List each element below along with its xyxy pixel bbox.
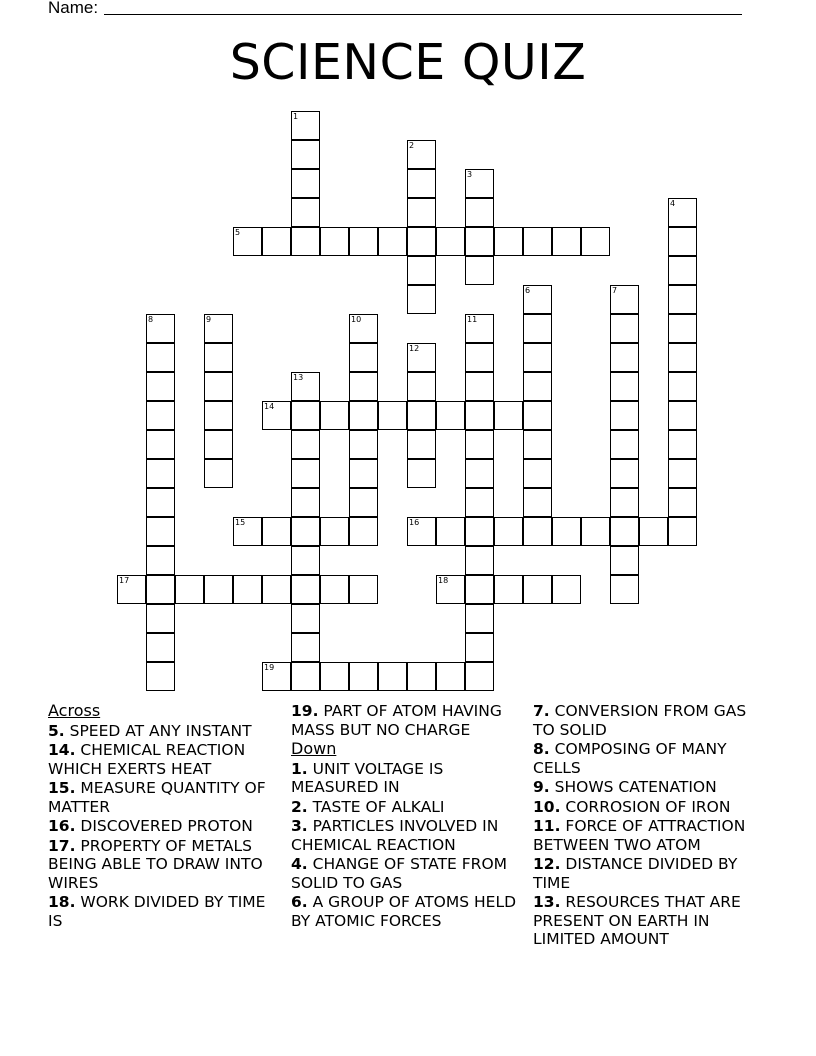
down-heading: Down [291,739,337,758]
crossword-cell[interactable] [291,633,320,662]
crossword-cell[interactable] [204,430,233,459]
crossword-cell[interactable] [262,517,291,546]
clue-number: 17 [119,576,130,585]
crossword-cell[interactable] [349,662,378,691]
clue-number: 15 [235,518,246,527]
crossword-cell[interactable] [465,401,494,430]
clue-number: 10 [351,315,362,324]
clue-number: 1 [293,112,299,121]
crossword-cell[interactable] [668,256,697,285]
clue-number: 13 [293,373,304,382]
name-field[interactable] [104,14,742,15]
clue-down-10: 10. CORROSION OF IRON [533,797,731,816]
crossword-cell[interactable] [465,575,494,604]
crossword-cell[interactable] [465,372,494,401]
crossword-cell[interactable] [610,372,639,401]
crossword-cell[interactable] [668,517,697,546]
clue-number: 5 [235,228,241,237]
crossword-cell[interactable] [146,459,175,488]
clue-column-3 [533,702,769,950]
crossword-cell[interactable] [436,662,465,691]
crossword-cell[interactable] [668,343,697,372]
page-title: SCIENCE QUIZ [229,34,587,91]
crossword-cell[interactable] [146,488,175,517]
crossword-cell[interactable] [349,488,378,517]
crossword-cell[interactable] [407,401,436,430]
clue-down-3: 3. PARTICLES INVOLVED IN CHEMICAL REACTION [291,817,499,854]
crossword-cell[interactable] [465,343,494,372]
crossword-cell[interactable] [465,517,494,546]
crossword-cell[interactable] [523,372,552,401]
clue-number: 11 [467,315,478,324]
crossword-cell[interactable] [349,401,378,430]
crossword-cell[interactable] [523,343,552,372]
crossword-cell[interactable] [581,517,610,546]
crossword-cell[interactable] [407,372,436,401]
crossword-cell[interactable] [523,459,552,488]
clue-across-18: 18. WORK DIVIDED BY TIME IS [48,893,266,930]
crossword-cell[interactable] [465,633,494,662]
crossword-cell[interactable] [552,227,581,256]
crossword-cell[interactable] [146,372,175,401]
crossword-cell[interactable] [465,488,494,517]
crossword-cell[interactable] [610,517,639,546]
crossword-cell[interactable] [349,575,378,604]
crossword-cell[interactable] [291,546,320,575]
clue-number: 4 [670,199,676,208]
crossword-cell[interactable] [552,517,581,546]
crossword-cell[interactable] [175,575,204,604]
crossword-cell[interactable] [523,575,552,604]
crossword-cell[interactable] [465,430,494,459]
crossword-cell[interactable] [407,662,436,691]
crossword-cell[interactable] [610,575,639,604]
clue-down-13: 13. RESOURCES THAT ARE PRESENT ON EARTH IN LIMITED AMOUNT [533,893,741,948]
crossword-cell[interactable] [610,401,639,430]
crossword-cell[interactable] [465,198,494,227]
crossword-cell[interactable] [407,285,436,314]
crossword-cell[interactable] [320,662,349,691]
crossword-cell[interactable] [639,517,668,546]
crossword-cell[interactable] [610,430,639,459]
clue-down-2: 2. TASTE OF ALKALI [291,797,445,816]
crossword-cell[interactable] [146,662,175,691]
crossword-cell[interactable] [407,227,436,256]
clue-number: 18 [438,576,449,585]
crossword-cell[interactable] [407,198,436,227]
crossword-cell[interactable] [262,575,291,604]
crossword-cell[interactable] [668,227,697,256]
crossword-cell[interactable] [291,575,320,604]
crossword-cell[interactable] [465,604,494,633]
crossword-cell[interactable] [291,430,320,459]
crossword-cell[interactable] [378,401,407,430]
clue-down-12: 12. DISTANCE DIVIDED BY TIME [533,855,738,892]
crossword-cell[interactable] [349,227,378,256]
crossword-cell[interactable] [291,604,320,633]
crossword-cell[interactable] [407,430,436,459]
clue-down-6: 6. A GROUP OF ATOMS HELD BY ATOMIC FORCES [291,893,517,930]
clue-down-8: 8. COMPOSING OF MANY CELLS [533,740,727,777]
crossword-cell[interactable] [465,662,494,691]
crossword-cell[interactable] [610,546,639,575]
clue-number: 19 [264,663,275,672]
clue-down-4: 4. CHANGE OF STATE FROM SOLID TO GAS [291,855,508,892]
crossword-cell[interactable] [291,198,320,227]
clue-across-16: 16. DISCOVERED PROTON [48,817,253,835]
crossword-cell[interactable] [668,488,697,517]
crossword-cell[interactable] [494,401,523,430]
across-heading: Across [48,701,101,720]
crossword-cell[interactable] [494,227,523,256]
crossword-cell[interactable] [146,517,175,546]
crossword-cell[interactable] [436,517,465,546]
clue-down-7: 7. CONVERSION FROM GAS TO SOLID [533,702,747,739]
crossword-cell[interactable] [523,488,552,517]
crossword-cell[interactable] [436,227,465,256]
clue-across-19: 19. PART OF ATOM HAVING MASS BUT NO CHARGE [291,702,502,739]
crossword-cell[interactable] [610,314,639,343]
crossword-cell[interactable] [436,401,465,430]
crossword-cell[interactable] [146,575,175,604]
crossword-cell[interactable] [291,169,320,198]
crossword-cell[interactable] [204,372,233,401]
crossword-cell[interactable] [204,401,233,430]
crossword-cell[interactable] [320,401,349,430]
clue-number: 16 [409,518,420,527]
crossword-cell[interactable] [523,401,552,430]
clue-number: 8 [148,315,154,324]
crossword-cell[interactable] [146,546,175,575]
crossword-cell[interactable] [465,459,494,488]
crossword-cell[interactable] [378,227,407,256]
crossword-cell[interactable] [146,343,175,372]
clue-number: 9 [206,315,212,324]
clue-column-2 [291,702,527,931]
crossword-cell[interactable] [146,430,175,459]
crossword-cell[interactable] [552,575,581,604]
crossword-cell[interactable] [610,488,639,517]
crossword-cell[interactable] [146,633,175,662]
clue-column-1 [48,702,284,931]
crossword-cell[interactable] [668,372,697,401]
clue-number: 2 [409,141,415,150]
clue-number: 7 [612,286,618,295]
clue-down-11: 11. FORCE OF ATTRACTION BETWEEN TWO ATOM [533,817,746,854]
crossword-cell[interactable] [349,372,378,401]
crossword-cell[interactable] [349,459,378,488]
crossword-cell[interactable] [610,459,639,488]
crossword-cell[interactable] [349,343,378,372]
crossword-cell[interactable] [291,662,320,691]
crossword-cell[interactable] [291,488,320,517]
crossword-cell[interactable] [668,285,697,314]
clue-across-17: 17. PROPERTY OF METALS BEING ABLE TO DRAW INTO WIRES [48,836,263,892]
crossword-cell[interactable] [349,517,378,546]
crossword-cell[interactable] [349,430,378,459]
crossword-cell[interactable] [291,517,320,546]
crossword-cell[interactable] [668,401,697,430]
crossword-cell[interactable] [204,575,233,604]
crossword-cell[interactable] [465,227,494,256]
crossword-cell[interactable] [378,662,407,691]
clue-down-9: 9. SHOWS CATENATION [533,778,717,796]
crossword-cell[interactable] [146,604,175,633]
name-label: Name: [48,0,99,17]
crossword-cell[interactable] [320,517,349,546]
crossword-cell[interactable] [523,430,552,459]
clue-across-14: 14. CHEMICAL REACTION WHICH EXERTS HEAT [48,741,246,778]
clue-down-1: 1. UNIT VOLTAGE IS MEASURED IN [291,759,444,796]
crossword-cell[interactable] [581,227,610,256]
crossword-cell[interactable] [494,517,523,546]
crossword-cell[interactable] [523,314,552,343]
clue-across-15: 15. MEASURE QUANTITY OF MATTER [48,779,266,816]
crossword-cell[interactable] [233,575,262,604]
crossword-cell[interactable] [291,459,320,488]
crossword-cell[interactable] [494,575,523,604]
crossword-cell[interactable] [465,546,494,575]
clue-across-5: 5. SPEED AT ANY INSTANT [48,721,252,740]
clue-number: 3 [467,170,473,179]
crossword-cell[interactable] [262,227,291,256]
crossword-cell[interactable] [465,256,494,285]
crossword-cell[interactable] [407,256,436,285]
crossword-cell[interactable] [291,401,320,430]
crossword-cell[interactable] [291,227,320,256]
crossword-cell[interactable] [146,401,175,430]
crossword-cell[interactable] [523,517,552,546]
crossword-cell[interactable] [204,459,233,488]
clue-number: 12 [409,344,420,353]
crossword-cell[interactable] [320,575,349,604]
crossword-cell[interactable] [291,140,320,169]
crossword-cell[interactable] [668,430,697,459]
clue-number: 14 [264,402,275,411]
crossword-cell[interactable] [204,343,233,372]
crossword-cell[interactable] [668,314,697,343]
crossword-cell[interactable] [523,227,552,256]
crossword-cell[interactable] [610,343,639,372]
crossword-cell[interactable] [668,459,697,488]
crossword-cell[interactable] [407,459,436,488]
crossword-cell[interactable] [320,227,349,256]
clue-number: 6 [525,286,531,295]
crossword-cell[interactable] [407,169,436,198]
